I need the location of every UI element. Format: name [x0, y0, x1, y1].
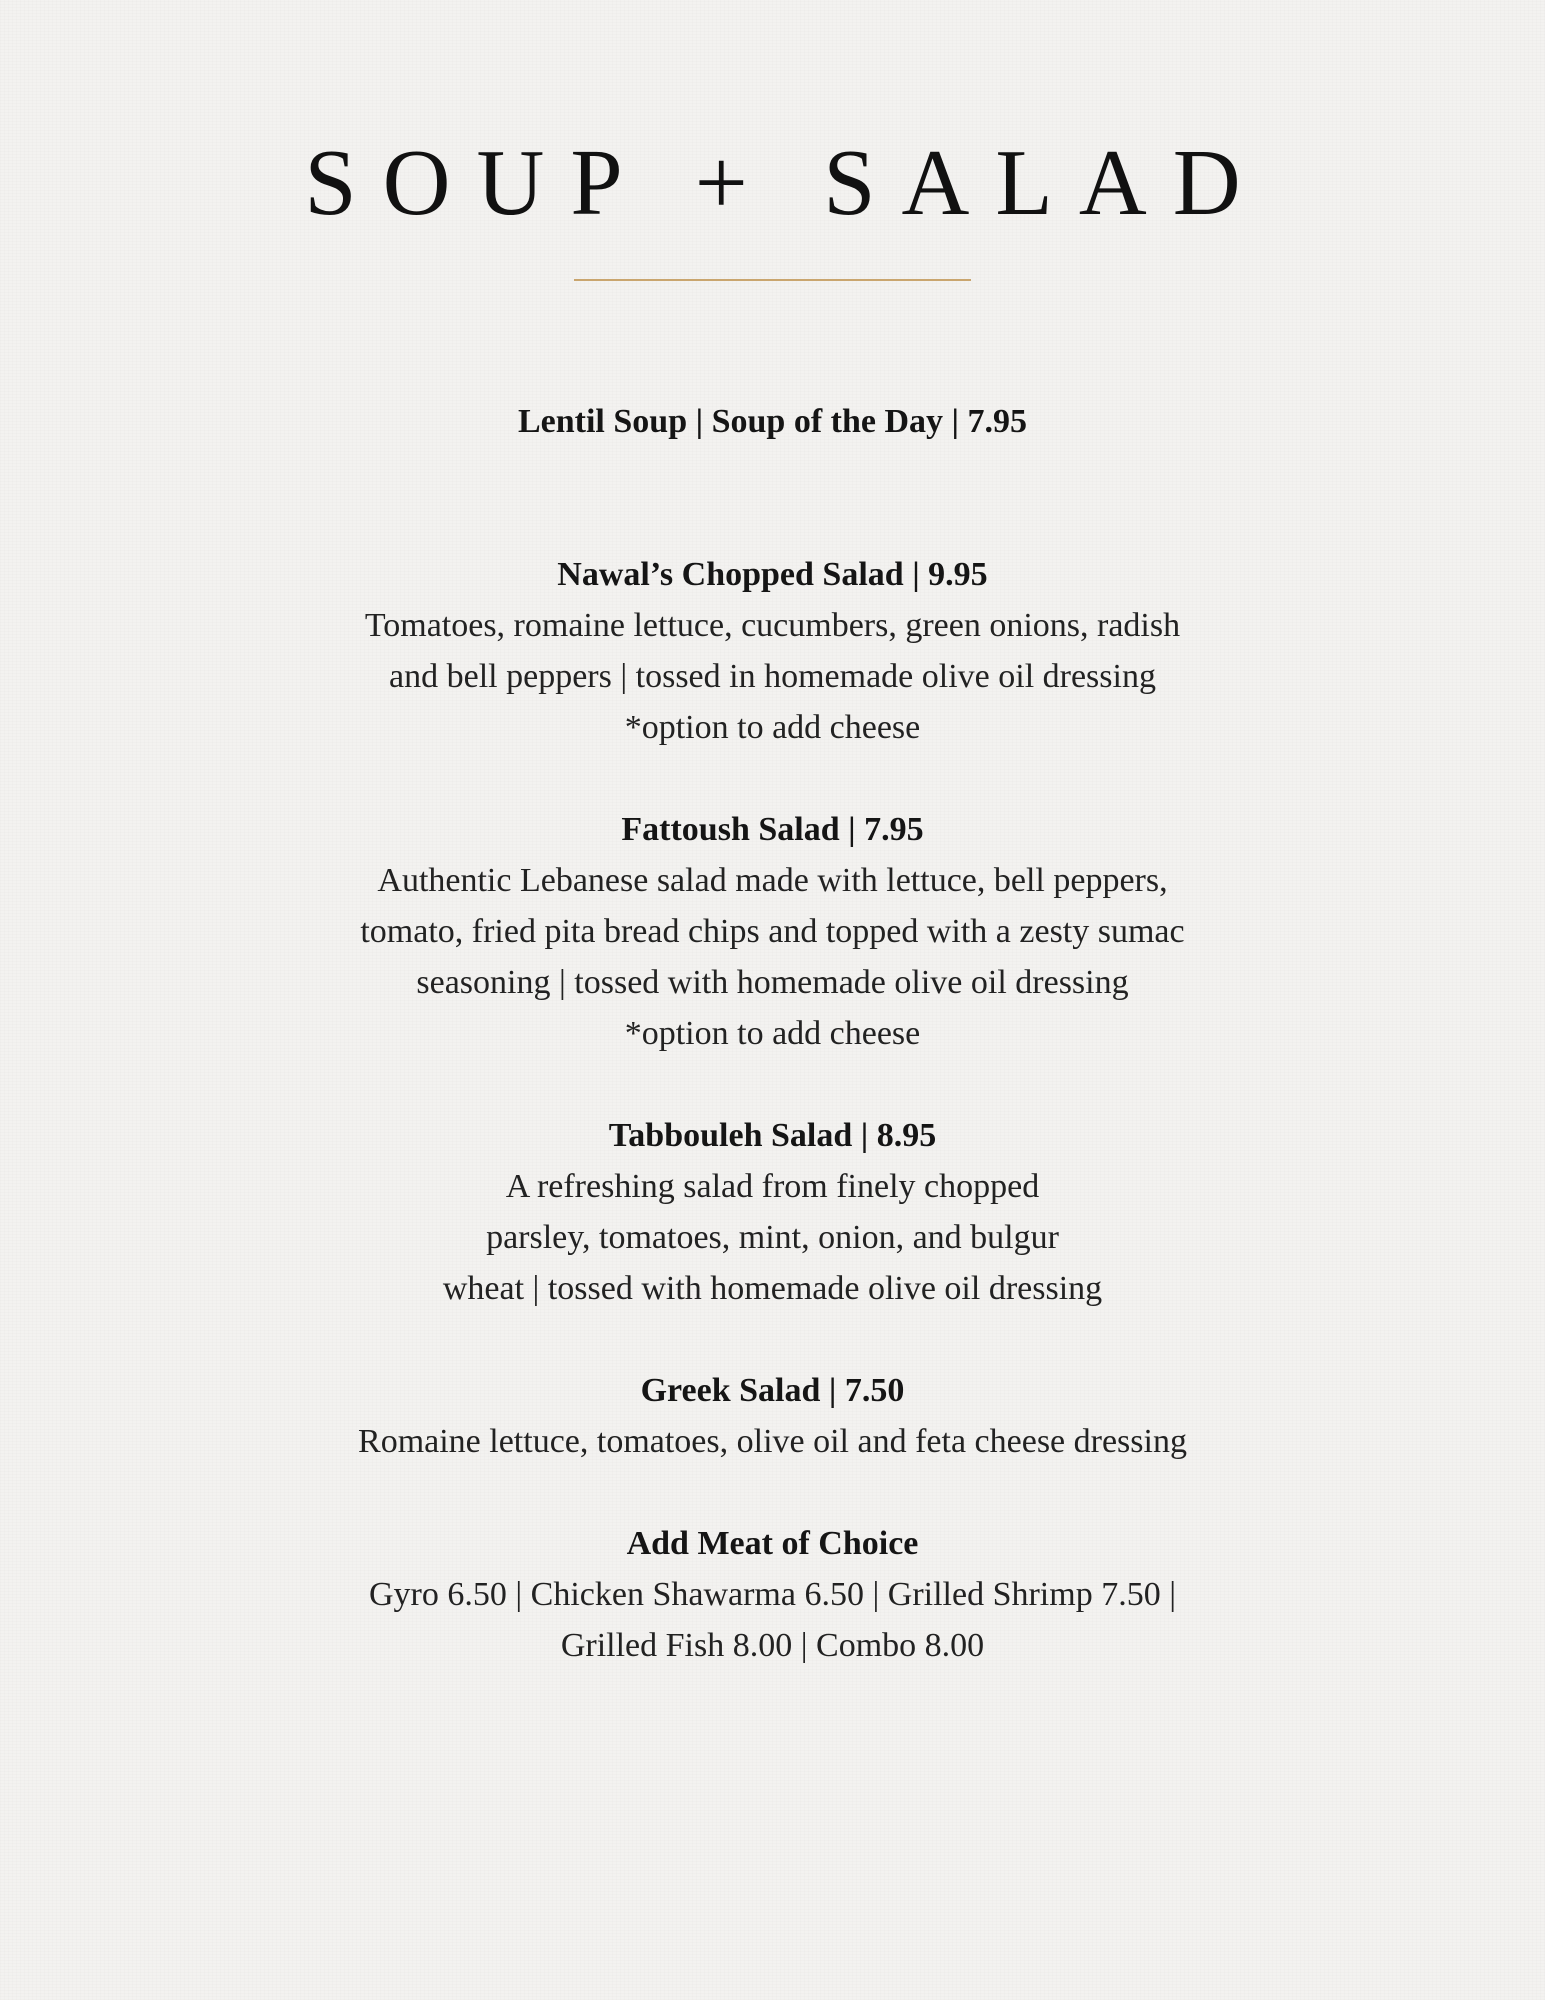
- menu-item-description: seasoning | tossed with homemade olive oil dressing: [416, 964, 1129, 1001]
- menu-item-name: Greek Salad | 7.50: [640, 1372, 905, 1409]
- menu-item-description: parsley, tomatoes, mint, onion, and bulgur: [486, 1219, 1059, 1256]
- menu-item-description: Grilled Fish 8.00 | Combo 8.00: [560, 1627, 985, 1664]
- menu-item-name: Fattoush Salad | 7.95: [621, 811, 924, 848]
- menu-item-description: Romaine lettuce, tomatoes, olive oil and feta cheese dressing: [358, 1423, 1187, 1460]
- menu-item-name: Add Meat of Choice: [626, 1525, 919, 1562]
- menu-item-description: and bell peppers | tossed in homemade olive oil dressing: [389, 658, 1156, 695]
- menu-item-description: Authentic Lebanese salad made with lettuce, bell peppers,: [377, 862, 1168, 899]
- menu-list: [0, 396, 1545, 1671]
- menu-item-add-meat: [0, 1518, 1545, 1671]
- menu-item-note: *option to add cheese: [624, 709, 921, 746]
- menu-item-chopped-salad: [0, 549, 1545, 753]
- menu-item-greek-salad: [0, 1365, 1545, 1467]
- menu-item-name: Tabbouleh Salad | 8.95: [608, 1117, 937, 1154]
- menu-item-description: A refreshing salad from finely chopped: [505, 1168, 1040, 1205]
- menu-item-tabbouleh-salad: [0, 1110, 1545, 1314]
- title-divider: [574, 279, 971, 281]
- menu-item-description: Gyro 6.50 | Chicken Shawarma 6.50 | Grilled Shrimp 7.50 |: [368, 1576, 1177, 1613]
- menu-item-lentil-soup: [0, 396, 1545, 447]
- page-title: SOUP + SALAD: [304, 131, 1267, 235]
- menu-item-description: tomato, fried pita bread chips and topped with a zesty sumac: [360, 913, 1185, 950]
- menu-item-description: Tomatoes, romaine lettuce, cucumbers, green onions, radish: [364, 607, 1181, 644]
- menu-item-note: *option to add cheese: [624, 1015, 921, 1052]
- menu-item-name: Nawal’s Chopped Salad | 9.95: [557, 556, 988, 593]
- menu-item-name: Lentil Soup | Soup of the Day | 7.95: [517, 403, 1028, 440]
- menu-item-description: wheat | tossed with homemade olive oil dressing: [442, 1270, 1103, 1307]
- menu-item-fattoush-salad: [0, 804, 1545, 1059]
